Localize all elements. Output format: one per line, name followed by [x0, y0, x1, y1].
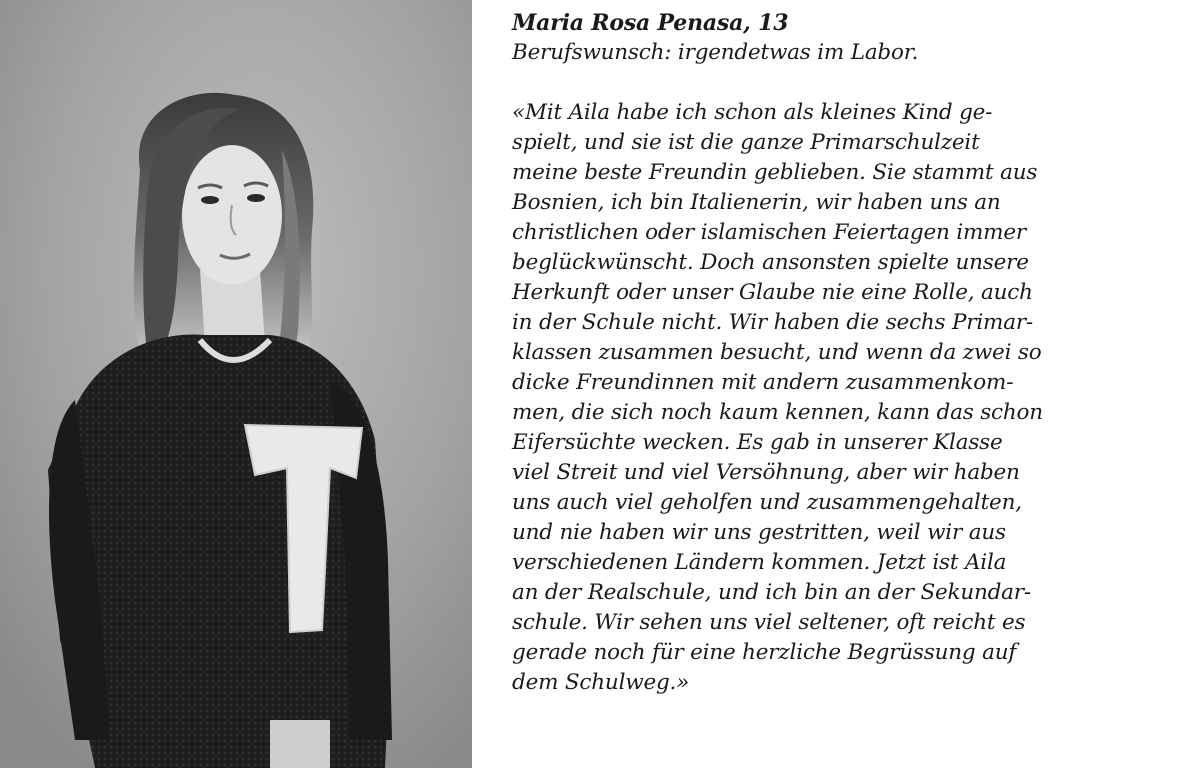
quote-line: in der Schule nicht. Wir haben die sechs Primar-	[512, 310, 1033, 335]
quote-line: gerade noch für eine herzliche Begrüssung auf	[512, 640, 1017, 665]
quote-line: christlichen oder islamischen Feiertagen immer	[512, 220, 1026, 245]
person-name: Maria Rosa Penasa, 13	[512, 10, 789, 36]
quote-line: Eifersüchte wecken. Es gab in unserer Klasse	[512, 430, 1003, 455]
quote-line: Herkunft oder unser Glaube nie eine Rolle, auch	[512, 280, 1033, 305]
quote-line: uns auch viel geholfen und zusammengehalten,	[512, 490, 1022, 515]
quote-line: «Mit Aila habe ich schon als kleines Kind ge-	[512, 100, 993, 125]
quote-line: men, die sich noch kaum kennen, kann das schon	[512, 400, 1043, 425]
quote-line: verschiedenen Ländern kommen. Jetzt ist Aila	[512, 550, 1007, 575]
portrait-photo	[0, 0, 472, 768]
quote-line: spielt, und sie ist die ganze Primarschulzeit	[512, 130, 980, 155]
career-wish: Berufswunsch: irgendetwas im Labor.	[512, 40, 919, 65]
quote-line: dicke Freundinnen mit andern zusammenkom-	[512, 370, 1014, 395]
quote-line: an der Realschule, und ich bin an der Sekundar-	[512, 580, 1031, 605]
article-text	[512, 8, 1152, 698]
quote-line: Bosnien, ich bin Italienerin, wir haben uns an	[512, 190, 1001, 215]
quote-line: meine beste Freundin geblieben. Sie stammt aus	[512, 160, 1038, 185]
quote-line: schule. Wir sehen uns viel seltener, oft reicht es	[512, 610, 1026, 635]
quote-line: dem Schulweg.»	[512, 670, 690, 695]
quote-line: und nie haben wir uns gestritten, weil wir aus	[512, 520, 1006, 545]
quote-line: beglückwünscht. Doch ansonsten spielte unsere	[512, 250, 1029, 275]
quote-block	[512, 98, 1152, 698]
quote-line: klassen zusammen besucht, und wenn da zwei so	[512, 340, 1042, 365]
quote-line: viel Streit und viel Versöhnung, aber wir haben	[512, 460, 1020, 485]
portrait-illustration	[0, 0, 472, 768]
